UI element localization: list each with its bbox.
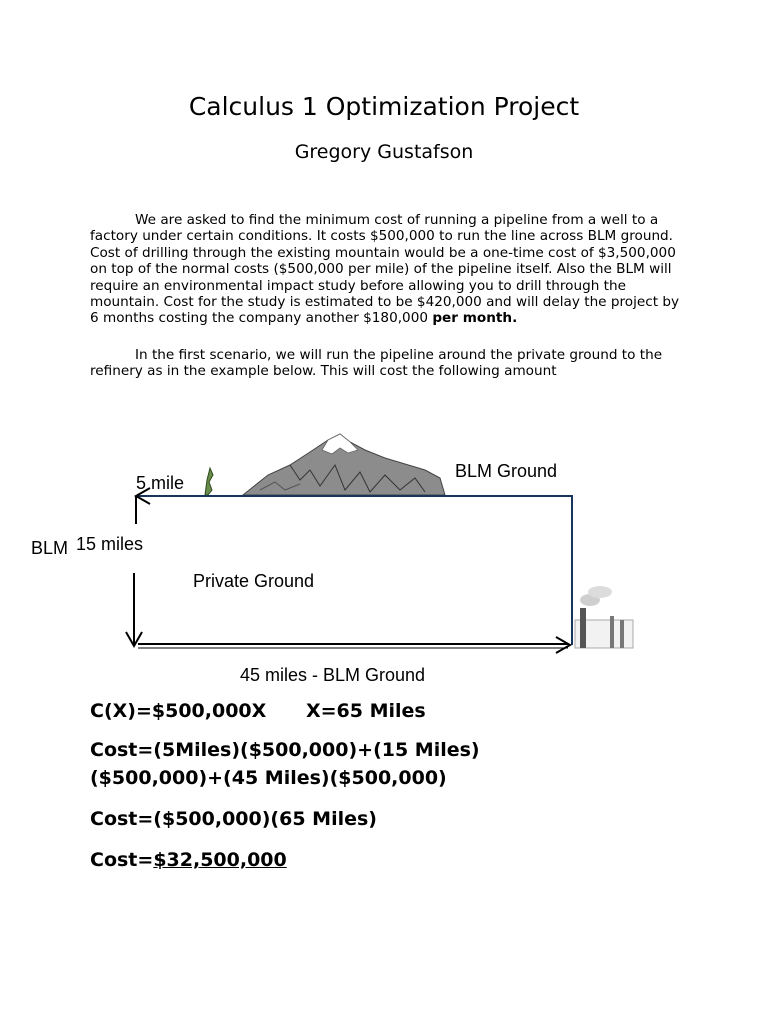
label-45-miles: 45 miles - BLM Ground <box>240 665 426 685</box>
equation-cost-total <box>90 846 287 874</box>
document-title: Calculus 1 Optimization Project <box>188 92 580 121</box>
intro-paragraph-text: We are asked to find the minimum cost of running a pipeline from a well to a factory under certain conditions. It costs $500,000 to run the line across BLM ground. Cost of drilling through the existing mountain would be a one-time cost of $3,500,000 on top of the normal costs ($500,000 per mile) of the pipeline itself. Also the BLM will require an environmental impact study before allowing you to drill through the mountain. Cost for the study is estimated to be $420,000 and will delay the project by 6 months costing the company another $180,000 <box>90 212 680 327</box>
pipeline-diagram-svg <box>0 420 768 700</box>
scenario-paragraph <box>90 347 680 380</box>
equation-cost-simplified: Cost=($500,000)(65 Miles) <box>90 808 377 830</box>
equation-total-prefix: Cost= <box>90 849 154 871</box>
label-5-mile: 5 mile <box>136 473 185 493</box>
label-15-miles: 15 miles <box>68 534 145 555</box>
intro-paragraph-bold: per month. <box>432 310 518 327</box>
pipeline-diagram <box>0 420 768 700</box>
intro-paragraph <box>90 212 680 327</box>
label-blm-ground-top: BLM Ground <box>455 461 558 481</box>
label-blm-cut: BLM <box>31 538 69 558</box>
factory-icon <box>575 586 633 648</box>
author-name: Gregory Gustafson <box>294 141 474 163</box>
scenario-paragraph-text: In the first scenario, we will run the pipeline around the private ground to the refinery as in the example below. This will cost the following amount <box>90 347 663 380</box>
equation-total-value: $32,500,000 <box>153 849 287 871</box>
label-private-ground: Private Ground <box>193 571 315 591</box>
equation-cost-function: C(X)=$500,000X X=65 Miles <box>90 700 426 722</box>
equation-cost-expanded-1: Cost=(5Miles)($500,000)+(15 Miles) <box>90 739 480 761</box>
equation-cost-expanded-2: ($500,000)+(45 Miles)($500,000) <box>90 767 447 789</box>
well-icon <box>205 468 213 495</box>
mountain-icon <box>243 434 445 495</box>
